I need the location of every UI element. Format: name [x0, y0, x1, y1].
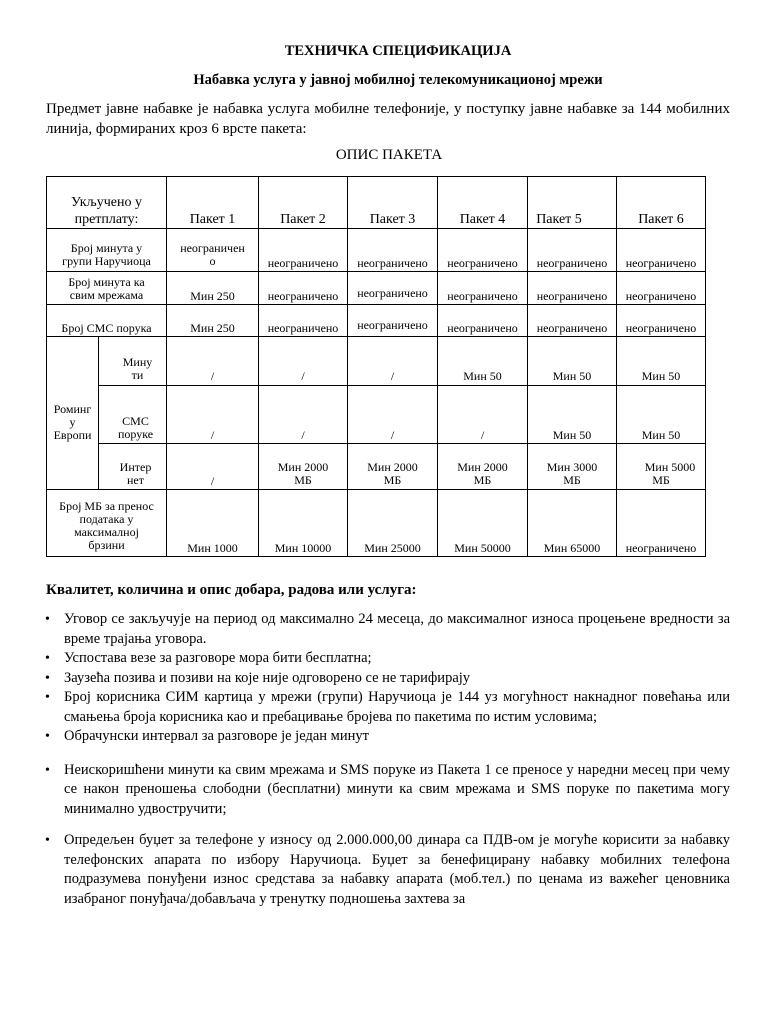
header-package-2: Пакет 2	[280, 212, 326, 227]
bullet-icon: •	[45, 651, 50, 666]
row-mb-p1: Мин 1000	[187, 541, 238, 555]
row-mb-label-line1: Број МБ за пренос	[59, 499, 154, 513]
roaming-sms-p3: /	[390, 428, 395, 442]
roaming-internet-p3-line1: Мин 2000	[367, 460, 418, 474]
header-included-line1: Укључено у	[71, 195, 142, 210]
roaming-internet-p6-line1: Мин 5000	[644, 460, 696, 474]
roaming-minutes-label-line1: Мину	[122, 355, 153, 369]
roaming-minutes-p3: /	[390, 369, 395, 383]
row-sms-p2: неограничено	[267, 321, 339, 335]
row-group-minutes-p1	[167, 242, 258, 268]
bullet-icon: •	[45, 729, 50, 744]
roaming-minutes-p4: Мин 50	[463, 369, 502, 383]
roaming-internet-label	[99, 461, 166, 487]
bullet-icon: •	[45, 670, 50, 686]
roaming-sms-label	[99, 415, 166, 441]
roaming-sms-p5: Мин 50	[552, 428, 592, 442]
row-all-network-minutes-p1: Мин 250	[190, 289, 235, 303]
roaming-europe-label-line2: у	[69, 415, 76, 429]
row-group-minutes-p5: неограничено	[536, 256, 608, 270]
row-sms-p4: неограничено	[447, 321, 518, 335]
roaming-internet-p5	[528, 461, 616, 487]
list-item-text: Обрачунски интервал за разговоре је један минут	[64, 728, 369, 744]
row-sms-p3: неограничено	[357, 318, 428, 332]
document-subtitle: Набавка услуга у јавној мобилној телекомуникационој мрежи	[193, 72, 603, 88]
roaming-sms-p4: /	[480, 428, 485, 442]
row-group-minutes-label	[47, 242, 166, 268]
row-mb-p3: Мин 25000	[364, 541, 421, 555]
roaming-europe-label-line3: Европи	[53, 428, 92, 442]
header-package-5: Пакет 5	[536, 212, 582, 227]
row-sms-p6: неограничено	[625, 321, 697, 335]
list-item	[45, 649, 730, 669]
bullet-icon: •	[45, 762, 50, 778]
roaming-internet-label-line1: Интер	[119, 460, 152, 474]
roaming-internet-p3-line2: МБ	[383, 473, 402, 487]
row-group-minutes-p3: неограничено	[357, 256, 428, 270]
header-package-6: Пакет 6	[638, 212, 684, 227]
row-group-minutes-label-line2: групи Наручиоца	[62, 254, 151, 268]
row-mb-p2: Мин 10000	[274, 541, 332, 555]
bullet-icon: •	[45, 833, 50, 848]
row-all-network-minutes-p4: неограничено	[447, 289, 518, 303]
roaming-minutes-label	[99, 356, 166, 382]
document-title: ТЕХНИЧКА СПЕЦИФИКАЦИЈА	[284, 43, 512, 59]
roaming-sms-label-line1: СМС	[122, 414, 149, 428]
bullet-icon: •	[45, 612, 50, 627]
roaming-europe-label-line1: Роминг	[53, 402, 92, 416]
roaming-sms-p6: Мин 50	[641, 428, 681, 442]
list-item-text: Успостава везе за разговоре мора бити бесплатна;	[64, 650, 372, 666]
row-group-minutes-p2: неограничено	[267, 256, 339, 270]
list-item-text: Неискоришћени минути ка свим мрежама и SMS поруке из Пакета 1 се преносе у наредни месец при чему се након преношења слободни (бесплатни) минути ка свим мрежама и SMS поруке по пакетима могу минимално удвостручити;	[64, 761, 730, 817]
row-all-network-minutes-p3: неограничено	[357, 286, 428, 300]
roaming-internet-p6-line2: МБ	[652, 473, 670, 487]
intro-paragraph: Предмет јавне набавке је набавка услуга мобилне телефоније, у поступку јавне набавке за 144 мобилних линија, формираних кроз 6 врсте пакета:	[46, 101, 730, 137]
roaming-europe-label	[47, 403, 98, 442]
roaming-minutes-p1: /	[210, 369, 215, 383]
row-mb-p6: неограничено	[625, 541, 697, 555]
row-group-minutes-p1-line1: неограничен	[180, 241, 245, 255]
roaming-minutes-p6: Мин 50	[641, 369, 681, 383]
roaming-minutes-label-line2: ти	[131, 368, 144, 382]
row-mb-p4: Мин 50000	[454, 541, 511, 555]
roaming-internet-p5-line1: Мин 3000	[546, 460, 598, 474]
section-heading: Квалитет, количина и опис добара, радова или услуга:	[46, 582, 417, 598]
list-item	[45, 761, 730, 820]
row-mb-p5: Мин 65000	[543, 541, 601, 555]
requirements-list	[45, 610, 730, 909]
row-group-minutes-p6: неограничено	[625, 256, 697, 270]
roaming-internet-p2	[259, 461, 347, 487]
list-item-text: Опредељен буџет за телефоне у износу од 2.000.000,00 динара са ПДВ-ом је могуће корисити за набавку телефонских апарата по избору Наручиоца. Буџет за бенефицирану набавку мобилних телефона подразумева понуђени износ средстава за набавку апарата (моб.тел.) по ценама из важећег ценовника изабраног понуђача/добављача у тренутку подношења захтева за	[64, 832, 730, 907]
roaming-internet-p6	[617, 461, 705, 487]
package-title: ОПИС ПАКЕТА	[335, 147, 443, 163]
row-sms-p1: Мин 250	[190, 321, 235, 335]
list-item-text: Заузећа позива и позиви на које није одговорено се не тарифирају	[64, 669, 471, 686]
list-item-text: Број корисника СИМ картица у мрежи (групи) Наручиоца је 144 уз могућност накнадног повећања или смањења броја корисника као и пребацивање бројева по пакетима по истим условима;	[64, 689, 730, 725]
header-included-line2: претплату:	[74, 212, 139, 227]
list-item	[45, 669, 730, 689]
row-all-network-minutes-p5: неограничено	[536, 289, 608, 303]
roaming-internet-p1: /	[210, 474, 215, 488]
roaming-sms-p2: /	[301, 428, 305, 442]
header-package-4: Пакет 4	[459, 212, 506, 227]
header-included-cell	[47, 194, 166, 228]
row-group-minutes-p1-line2: о	[209, 254, 216, 268]
header-package-3: Пакет 3	[369, 212, 416, 227]
roaming-internet-p2-line1: Мин 2000	[277, 460, 329, 474]
row-mb-label	[47, 500, 166, 552]
list-item	[45, 688, 730, 727]
roaming-internet-p4-line2: МБ	[473, 473, 492, 487]
roaming-sms-label-line2: поруке	[117, 427, 154, 441]
roaming-sms-p1: /	[210, 428, 215, 442]
roaming-internet-p5-line2: МБ	[563, 473, 581, 487]
roaming-internet-p4	[438, 461, 527, 487]
roaming-minutes-p2: /	[301, 369, 305, 383]
list-item	[45, 727, 730, 747]
row-all-network-minutes-label-line1: Број минута ка	[68, 275, 145, 289]
row-mb-label-line4: брзини	[88, 538, 125, 552]
roaming-internet-p3	[348, 461, 437, 487]
roaming-internet-p4-line1: Мин 2000	[457, 460, 508, 474]
bullet-icon: •	[45, 690, 50, 705]
row-sms-label: Број СМС порука	[61, 321, 152, 335]
roaming-minutes-p5: Мин 50	[552, 369, 592, 383]
list-item	[45, 610, 730, 649]
roaming-internet-label-line2: нет	[127, 473, 144, 487]
row-all-network-minutes-p2: неограничено	[267, 289, 339, 303]
row-all-network-minutes-label	[47, 276, 166, 302]
header-package-1: Пакет 1	[189, 212, 236, 227]
list-item-text: Уговор се закључује на период од максимално 24 месеца, до максималног износа процењене вредности за време трајања уговора.	[64, 611, 730, 647]
row-group-minutes-label-line1: Број минута у	[70, 241, 143, 255]
row-mb-label-line3: максималној	[74, 525, 139, 539]
row-sms-p5: неограничено	[536, 321, 608, 335]
list-item	[45, 831, 730, 909]
row-all-network-minutes-p6: неограничено	[625, 289, 697, 303]
row-mb-label-line2: података у	[79, 512, 134, 526]
row-group-minutes-p4: неограничено	[447, 256, 518, 270]
row-all-network-minutes-label-line2: свим мрежама	[69, 288, 144, 302]
roaming-internet-p2-line2: МБ	[294, 473, 312, 487]
